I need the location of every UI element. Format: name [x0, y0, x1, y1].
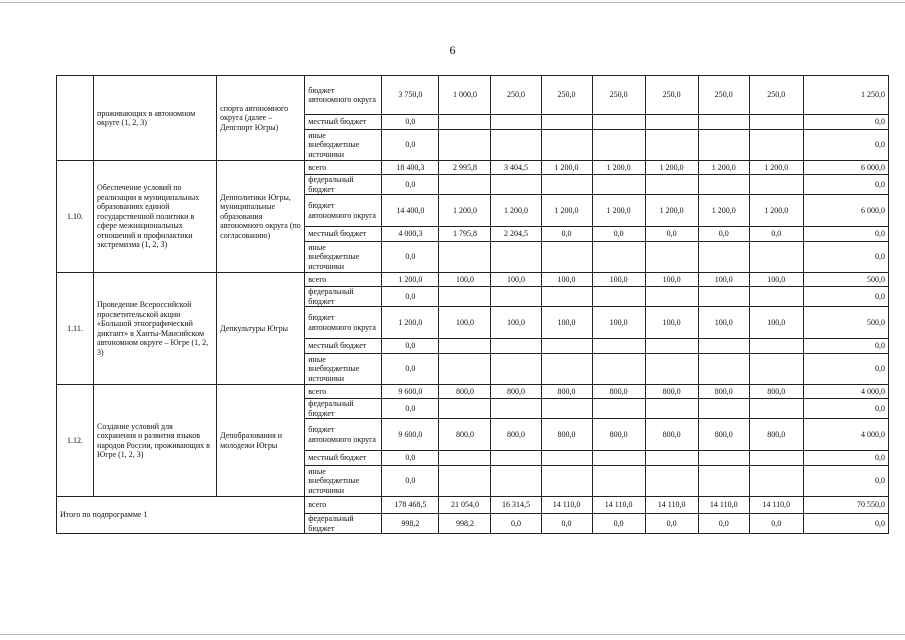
- total-amount-cell: 0,0: [382, 130, 439, 161]
- total-amount-cell: 0,0: [382, 354, 439, 385]
- year-amount-cell: [645, 354, 698, 385]
- year-amount-cell: 0,0: [491, 514, 541, 534]
- year-amount-cell: [698, 175, 749, 195]
- total-amount-cell: 3 750,0: [382, 76, 439, 115]
- total-amount-cell: 0,0: [382, 466, 439, 497]
- year-amount-cell: [645, 130, 698, 161]
- year-amount-cell: 250,0: [645, 76, 698, 115]
- year-amount-cell: [491, 466, 541, 497]
- item-description-cell: Создание условий для сохранения и развития языков народов России, проживающих в Югре (1, 2, 3): [94, 385, 217, 497]
- year-amount-cell: 1 200,0: [698, 195, 749, 227]
- funding-source-cell: местный бюджет: [305, 227, 382, 242]
- year-amount-cell: 100,0: [645, 273, 698, 287]
- year-amount-cell: 800,0: [749, 385, 803, 399]
- year-amount-cell: [541, 466, 592, 497]
- year-amount-cell: [749, 175, 803, 195]
- year-amount-cell: 1 200,0: [491, 195, 541, 227]
- funding-source-cell: федеральный бюджет: [305, 287, 382, 307]
- year-amount-cell: [491, 451, 541, 466]
- year-amount-cell: 14 110,0: [749, 497, 803, 514]
- year-amount-cell: [439, 287, 491, 307]
- year-amount-cell: [439, 130, 491, 161]
- year-amount-cell: [698, 451, 749, 466]
- page-number: 6: [449, 43, 456, 57]
- executor-cell: Депкультуры Югры: [217, 273, 305, 385]
- funding-table: [56, 75, 889, 534]
- year-amount-cell: [645, 339, 698, 354]
- item-number-cell: 1.11.: [57, 273, 94, 385]
- year-amount-cell: 0,0: [592, 227, 645, 242]
- year-amount-cell: [698, 115, 749, 130]
- funding-source-cell: федеральный бюджет: [305, 399, 382, 419]
- funding-source-cell: местный бюджет: [305, 339, 382, 354]
- year-amount-cell: [491, 242, 541, 273]
- year-amount-cell: 800,0: [541, 419, 592, 451]
- funding-source-cell: всего: [305, 385, 382, 399]
- year-amount-cell: [541, 354, 592, 385]
- total-amount-cell: 0,0: [382, 115, 439, 130]
- item-description-cell: Обеспечение условий по реализации в муниципальных образованиях единой государственной политики в сфере межнациональных отношений и профилактики экстремизма (1, 2, 3): [94, 161, 217, 273]
- year-amount-cell: [645, 451, 698, 466]
- year-amount-cell: 100,0: [749, 307, 803, 339]
- period-amount-cell: 0,0: [803, 339, 888, 354]
- year-amount-cell: 2 204,5: [491, 227, 541, 242]
- period-amount-cell: 0,0: [803, 399, 888, 419]
- year-amount-cell: [592, 354, 645, 385]
- period-amount-cell: 4 000,0: [803, 385, 888, 399]
- year-amount-cell: 3 404,5: [491, 161, 541, 175]
- year-amount-cell: 800,0: [491, 419, 541, 451]
- year-amount-cell: 800,0: [749, 419, 803, 451]
- year-amount-cell: 0,0: [541, 227, 592, 242]
- year-amount-cell: 1 200,0: [439, 195, 491, 227]
- year-amount-cell: [439, 175, 491, 195]
- period-amount-cell: 0,0: [803, 175, 888, 195]
- year-amount-cell: [645, 115, 698, 130]
- funding-source-cell: местный бюджет: [305, 451, 382, 466]
- funding-source-cell: всего: [305, 273, 382, 287]
- year-amount-cell: 100,0: [592, 307, 645, 339]
- year-amount-cell: 0,0: [645, 227, 698, 242]
- year-amount-cell: [592, 130, 645, 161]
- year-amount-cell: 800,0: [491, 385, 541, 399]
- year-amount-cell: 1 200,0: [592, 195, 645, 227]
- funding-source-cell: иные внебюджетные источники: [305, 242, 382, 273]
- year-amount-cell: 0,0: [698, 514, 749, 534]
- year-amount-cell: 800,0: [592, 419, 645, 451]
- funding-source-cell: иные внебюджетные источники: [305, 354, 382, 385]
- year-amount-cell: 800,0: [645, 385, 698, 399]
- year-amount-cell: 250,0: [698, 76, 749, 115]
- funding-source-cell: бюджет автономного округа: [305, 195, 382, 227]
- total-amount-cell: 0,0: [382, 339, 439, 354]
- year-amount-cell: [698, 399, 749, 419]
- year-amount-cell: 998,2: [439, 514, 491, 534]
- year-amount-cell: [592, 287, 645, 307]
- year-amount-cell: 100,0: [592, 273, 645, 287]
- year-amount-cell: 14 110,0: [592, 497, 645, 514]
- total-amount-cell: 0,0: [382, 242, 439, 273]
- executor-cell: Депполитики Югры, муниципальные образования автономного округа (по согласованию): [217, 161, 305, 273]
- executor-cell: Депобразования и молодежи Югры: [217, 385, 305, 497]
- year-amount-cell: 1 200,0: [749, 195, 803, 227]
- year-amount-cell: [541, 115, 592, 130]
- funding-table-body: [57, 76, 889, 534]
- total-amount-cell: 9 600,0: [382, 385, 439, 399]
- year-amount-cell: 0,0: [592, 514, 645, 534]
- funding-source-cell: бюджет автономного округа: [305, 419, 382, 451]
- year-amount-cell: 1 200,0: [541, 195, 592, 227]
- year-amount-cell: 1 200,0: [749, 161, 803, 175]
- year-amount-cell: 250,0: [491, 76, 541, 115]
- period-amount-cell: 0,0: [803, 115, 888, 130]
- year-amount-cell: 800,0: [698, 385, 749, 399]
- total-amount-cell: 18 400,3: [382, 161, 439, 175]
- year-amount-cell: [592, 115, 645, 130]
- year-amount-cell: 0,0: [749, 514, 803, 534]
- table-row: [57, 161, 889, 175]
- total-amount-cell: 998,2: [382, 514, 439, 534]
- year-amount-cell: [541, 130, 592, 161]
- year-amount-cell: 0,0: [698, 227, 749, 242]
- year-amount-cell: [698, 287, 749, 307]
- year-amount-cell: [749, 242, 803, 273]
- period-amount-cell: 500,0: [803, 307, 888, 339]
- year-amount-cell: [749, 451, 803, 466]
- year-amount-cell: 14 110,0: [541, 497, 592, 514]
- scan-edge-top: [0, 2, 905, 3]
- year-amount-cell: 100,0: [749, 273, 803, 287]
- scan-edge-bottom: [0, 634, 905, 635]
- funding-source-cell: иные внебюджетные источники: [305, 466, 382, 497]
- funding-source-cell: федеральный бюджет: [305, 514, 382, 534]
- year-amount-cell: 21 054,0: [439, 497, 491, 514]
- year-amount-cell: 0,0: [645, 514, 698, 534]
- total-amount-cell: 0,0: [382, 451, 439, 466]
- year-amount-cell: [541, 175, 592, 195]
- year-amount-cell: 100,0: [698, 307, 749, 339]
- total-amount-cell: 0,0: [382, 175, 439, 195]
- year-amount-cell: 250,0: [541, 76, 592, 115]
- item-number-cell: 1.12.: [57, 385, 94, 497]
- year-amount-cell: 100,0: [541, 307, 592, 339]
- item-description-cell: проживающих в автономном округе (1, 2, 3): [94, 76, 217, 161]
- year-amount-cell: 100,0: [439, 307, 491, 339]
- year-amount-cell: 1 200,0: [698, 161, 749, 175]
- year-amount-cell: [439, 354, 491, 385]
- year-amount-cell: 1 000,0: [439, 76, 491, 115]
- period-amount-cell: 70 550,0: [803, 497, 888, 514]
- year-amount-cell: [749, 287, 803, 307]
- year-amount-cell: [698, 354, 749, 385]
- total-amount-cell: 0,0: [382, 399, 439, 419]
- item-description-cell: Проведение Всероссийской просветительской акции «Большой этнографический диктант» в Ханты-Мансийском автономном округе – Югре (1, 2, 3): [94, 273, 217, 385]
- table-row: [57, 385, 889, 399]
- year-amount-cell: [592, 399, 645, 419]
- total-amount-cell: 14 400,0: [382, 195, 439, 227]
- year-amount-cell: [541, 339, 592, 354]
- funding-source-cell: бюджет автономного округа: [305, 307, 382, 339]
- total-amount-cell: 0,0: [382, 287, 439, 307]
- year-amount-cell: 16 314,5: [491, 497, 541, 514]
- year-amount-cell: [592, 466, 645, 497]
- year-amount-cell: 800,0: [439, 419, 491, 451]
- year-amount-cell: [645, 242, 698, 273]
- year-amount-cell: 800,0: [439, 385, 491, 399]
- year-amount-cell: 100,0: [439, 273, 491, 287]
- period-amount-cell: 6 000,0: [803, 195, 888, 227]
- total-amount-cell: 1 200,0: [382, 307, 439, 339]
- year-amount-cell: 800,0: [592, 385, 645, 399]
- year-amount-cell: [541, 287, 592, 307]
- year-amount-cell: 0,0: [541, 514, 592, 534]
- year-amount-cell: [592, 175, 645, 195]
- year-amount-cell: [645, 466, 698, 497]
- year-amount-cell: 100,0: [491, 307, 541, 339]
- total-amount-cell: 178 468,5: [382, 497, 439, 514]
- year-amount-cell: 1 200,0: [592, 161, 645, 175]
- period-amount-cell: 0,0: [803, 287, 888, 307]
- period-amount-cell: 0,0: [803, 451, 888, 466]
- period-amount-cell: 0,0: [803, 242, 888, 273]
- year-amount-cell: [698, 339, 749, 354]
- year-amount-cell: [645, 399, 698, 419]
- period-amount-cell: 0,0: [803, 466, 888, 497]
- year-amount-cell: 1 200,0: [645, 161, 698, 175]
- period-amount-cell: 0,0: [803, 514, 888, 534]
- funding-source-cell: иные внебюджетные источники: [305, 130, 382, 161]
- period-amount-cell: 1 250,0: [803, 76, 888, 115]
- year-amount-cell: [592, 451, 645, 466]
- item-number-cell: [57, 76, 94, 161]
- funding-source-cell: бюджет автономного округа: [305, 76, 382, 115]
- year-amount-cell: [491, 287, 541, 307]
- year-amount-cell: [749, 130, 803, 161]
- year-amount-cell: 1 795,8: [439, 227, 491, 242]
- year-amount-cell: 2 995,8: [439, 161, 491, 175]
- year-amount-cell: 0,0: [749, 227, 803, 242]
- period-amount-cell: 0,0: [803, 130, 888, 161]
- year-amount-cell: 100,0: [541, 273, 592, 287]
- year-amount-cell: [439, 466, 491, 497]
- funding-source-cell: местный бюджет: [305, 115, 382, 130]
- funding-source-cell: федеральный бюджет: [305, 175, 382, 195]
- year-amount-cell: [439, 339, 491, 354]
- year-amount-cell: [439, 242, 491, 273]
- year-amount-cell: 14 110,0: [645, 497, 698, 514]
- funding-source-cell: всего: [305, 161, 382, 175]
- year-amount-cell: [749, 466, 803, 497]
- year-amount-cell: 800,0: [645, 419, 698, 451]
- year-amount-cell: 1 200,0: [645, 195, 698, 227]
- year-amount-cell: [749, 115, 803, 130]
- year-amount-cell: [491, 399, 541, 419]
- period-amount-cell: 4 000,0: [803, 419, 888, 451]
- year-amount-cell: [541, 451, 592, 466]
- year-amount-cell: [749, 339, 803, 354]
- year-amount-cell: [491, 339, 541, 354]
- year-amount-cell: 250,0: [749, 76, 803, 115]
- year-amount-cell: [491, 115, 541, 130]
- table-row: [57, 273, 889, 287]
- year-amount-cell: [541, 242, 592, 273]
- year-amount-cell: [491, 130, 541, 161]
- year-amount-cell: [645, 287, 698, 307]
- item-number-cell: 1.10.: [57, 161, 94, 273]
- year-amount-cell: [439, 399, 491, 419]
- year-amount-cell: [439, 451, 491, 466]
- subprogram-total-label: Итого по подпрограмме 1: [57, 497, 305, 534]
- year-amount-cell: 100,0: [491, 273, 541, 287]
- total-amount-cell: 1 200,0: [382, 273, 439, 287]
- period-amount-cell: 6 000,0: [803, 161, 888, 175]
- year-amount-cell: [645, 175, 698, 195]
- year-amount-cell: [541, 399, 592, 419]
- year-amount-cell: [439, 115, 491, 130]
- funding-source-cell: всего: [305, 497, 382, 514]
- year-amount-cell: [698, 130, 749, 161]
- year-amount-cell: [698, 466, 749, 497]
- year-amount-cell: 800,0: [541, 385, 592, 399]
- executor-cell: спорта автономного округа (далее – Депспорт Югры): [217, 76, 305, 161]
- total-amount-cell: 4 000,3: [382, 227, 439, 242]
- year-amount-cell: 100,0: [645, 307, 698, 339]
- table-row: [57, 497, 889, 514]
- year-amount-cell: [592, 242, 645, 273]
- period-amount-cell: 0,0: [803, 227, 888, 242]
- year-amount-cell: 800,0: [698, 419, 749, 451]
- year-amount-cell: [491, 175, 541, 195]
- year-amount-cell: [698, 242, 749, 273]
- year-amount-cell: 1 200,0: [541, 161, 592, 175]
- period-amount-cell: 0,0: [803, 354, 888, 385]
- period-amount-cell: 500,0: [803, 273, 888, 287]
- total-amount-cell: 9 600,0: [382, 419, 439, 451]
- year-amount-cell: [749, 354, 803, 385]
- table-row: [57, 76, 889, 115]
- year-amount-cell: [749, 399, 803, 419]
- year-amount-cell: [491, 354, 541, 385]
- year-amount-cell: 250,0: [592, 76, 645, 115]
- year-amount-cell: 100,0: [698, 273, 749, 287]
- year-amount-cell: [592, 339, 645, 354]
- year-amount-cell: 14 110,0: [698, 497, 749, 514]
